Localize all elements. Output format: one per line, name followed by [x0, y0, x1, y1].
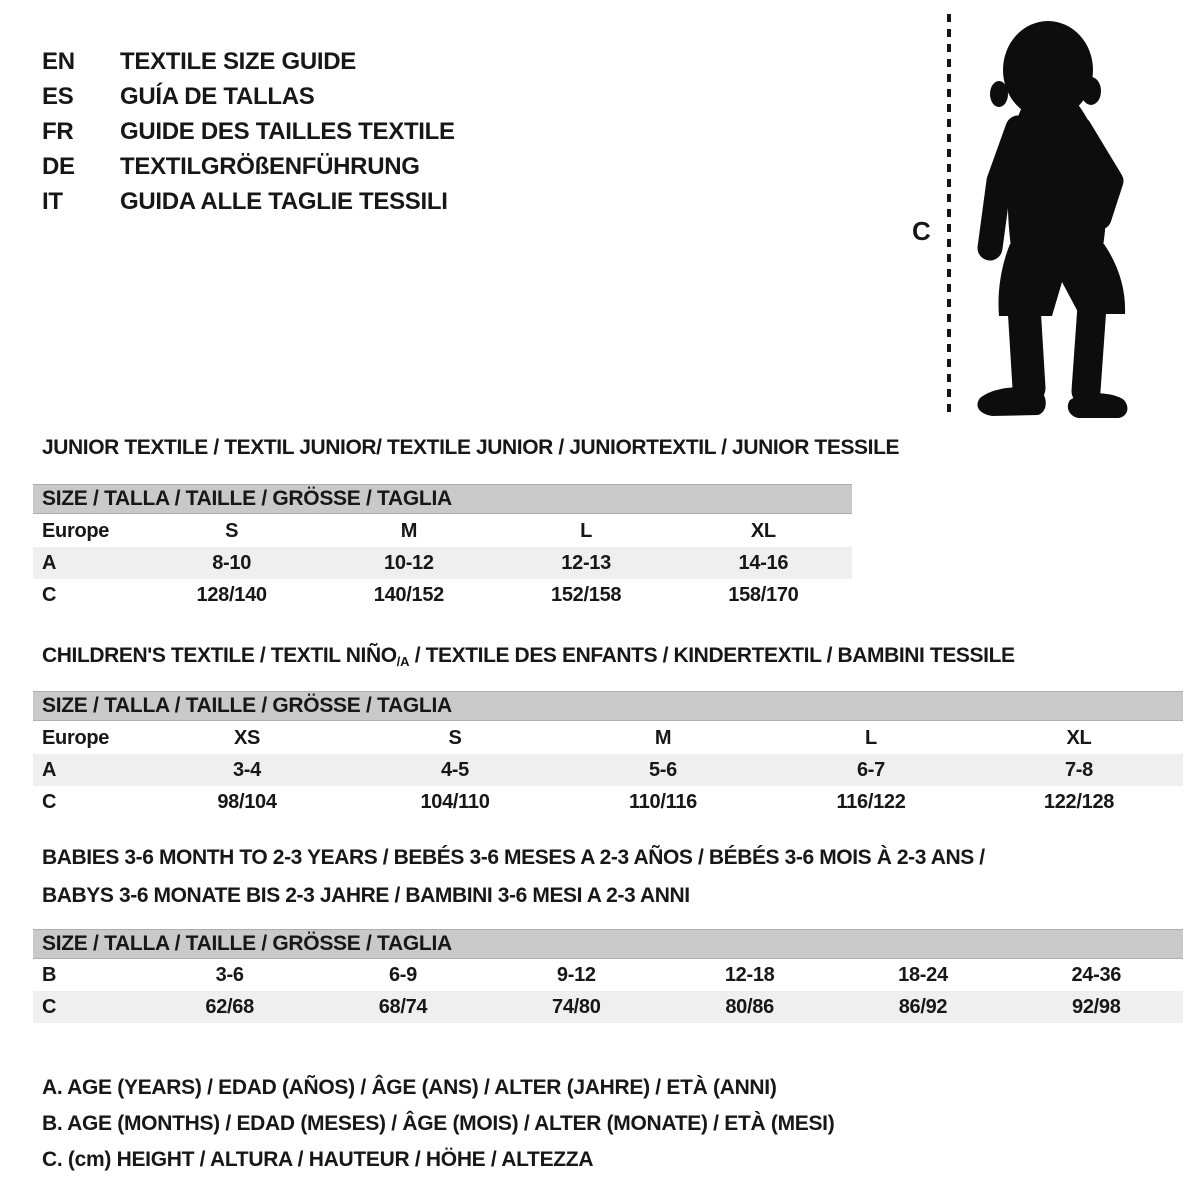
- size-cell: 140/152: [373, 584, 444, 606]
- size-cell: 158/170: [728, 584, 799, 606]
- size-cell: M: [400, 520, 418, 542]
- size-cell: 104/110: [420, 791, 490, 813]
- table-row-europe: [33, 722, 1183, 754]
- row-label: Europe: [42, 727, 110, 749]
- size-cell: 3-6: [215, 964, 244, 986]
- size-cell: 24-36: [1071, 964, 1122, 986]
- row-label: A: [42, 759, 57, 781]
- size-cell: 18-24: [898, 964, 948, 986]
- guide-title: TEXTILE SIZE GUIDE: [120, 47, 356, 75]
- size-cell: 68/74: [378, 996, 428, 1018]
- size-cell: 6-9: [388, 964, 417, 986]
- size-cell: 116/122: [836, 791, 906, 813]
- size-cell: 92/98: [1072, 996, 1121, 1018]
- legend-line-a: A. AGE (YEARS) / EDAD (AÑOS) / ÂGE (ANS) / ALTER (JAHRE) / ETÀ (ANNI): [42, 1076, 777, 1099]
- children-title-prefix: CHILDREN'S TEXTILE / TEXTIL NIÑO: [42, 644, 397, 667]
- language-row-es: [42, 79, 455, 114]
- size-cell: 12-13: [561, 552, 611, 574]
- children-title-suffix: / TEXTILE DES ENFANTS / KINDERTEXTIL / BAMBINI TESSILE: [409, 644, 1015, 667]
- junior-table-title: JUNIOR TEXTILE / TEXTIL JUNIOR/ TEXTILE JUNIOR / JUNIORTEXTIL / JUNIOR TESSILE: [42, 436, 900, 459]
- table-row-a: [33, 754, 1183, 786]
- size-cell: 80/86: [725, 996, 774, 1018]
- size-cell: 8-10: [212, 552, 252, 574]
- height-measure-label: C: [912, 216, 931, 246]
- language-row-fr: [42, 114, 455, 149]
- row-label: C: [42, 791, 57, 813]
- babies-table-title-line2: BABYS 3-6 MONATE BIS 2-3 JAHRE / BAMBINI 3-6 MESI A 2-3 ANNI: [42, 884, 690, 907]
- size-cell: XS: [233, 727, 261, 749]
- language-code: ES: [42, 82, 74, 110]
- size-cell: 74/80: [552, 996, 601, 1018]
- toddler-silhouette-icon: [966, 16, 1134, 420]
- children-size-table: [33, 644, 1183, 820]
- size-cell: 12-18: [724, 964, 775, 986]
- size-cell: XL: [750, 520, 776, 542]
- babies-table-title-line1: BABIES 3-6 MONTH TO 2-3 YEARS / BEBÉS 3-6 MESES A 2-3 AÑOS / BÉBÉS 3-6 MOIS À 2-3 ANS /: [42, 846, 985, 869]
- size-cell: 7-8: [1064, 759, 1093, 781]
- row-label: C: [42, 996, 57, 1018]
- size-cell: 5-6: [648, 759, 677, 781]
- table-row-c: [33, 786, 1183, 818]
- guide-title: GUÍA DE TALLAS: [120, 82, 315, 110]
- height-measure-dashed-line: [947, 14, 951, 418]
- table-row-b: [33, 959, 1183, 991]
- guide-title: GUIDE DES TAILLES TEXTILE: [120, 117, 455, 145]
- size-cell: L: [865, 727, 877, 749]
- size-header-bar: SIZE / TALLA / TAILLE / GRÖSSE / TAGLIA: [33, 929, 1183, 959]
- size-cell: 4-5: [440, 759, 469, 781]
- language-row-de: [42, 149, 455, 184]
- junior-size-table: [33, 436, 900, 612]
- size-cell: 152/158: [551, 584, 622, 606]
- guide-title: TEXTILGRÖßENFÜHRUNG: [120, 152, 420, 180]
- size-cell: 9-12: [556, 964, 596, 986]
- table-row-europe: [33, 515, 852, 547]
- size-cell: 3-4: [232, 759, 261, 781]
- row-label: A: [42, 552, 57, 574]
- size-cell: 10-12: [384, 552, 434, 574]
- children-table-rows: [33, 722, 1183, 818]
- size-cell: 110/116: [629, 791, 697, 813]
- size-cell: 86/92: [898, 996, 948, 1018]
- row-label: C: [42, 584, 57, 606]
- size-cell: 14-16: [738, 552, 789, 574]
- guide-title: GUIDA ALLE TAGLIE TESSILI: [120, 187, 448, 215]
- size-cell: M: [654, 727, 672, 749]
- legend-line-c: C. (cm) HEIGHT / ALTURA / HAUTEUR / HÖHE / ALTEZZA: [42, 1148, 594, 1171]
- language-code: IT: [42, 187, 63, 215]
- table-row-c: [33, 991, 1183, 1023]
- size-header-bar: SIZE / TALLA / TAILLE / GRÖSSE / TAGLIA: [33, 484, 852, 514]
- language-code: FR: [42, 117, 74, 145]
- children-title-subscript: /A: [396, 654, 410, 669]
- language-row-en: [42, 44, 455, 79]
- size-cell: 62/68: [205, 996, 254, 1018]
- table-row-c: [33, 579, 852, 611]
- size-cell: S: [448, 727, 462, 749]
- size-cell: 98/104: [217, 791, 277, 813]
- children-table-title: [42, 644, 1015, 669]
- size-cell: S: [225, 520, 239, 542]
- size-header-bar: SIZE / TALLA / TAILLE / GRÖSSE / TAGLIA: [33, 691, 1183, 721]
- language-row-it: [42, 184, 455, 219]
- row-label: B: [42, 964, 57, 986]
- junior-table-rows: [33, 515, 852, 611]
- size-cell: 128/140: [196, 584, 267, 606]
- language-code: EN: [42, 47, 75, 75]
- size-cell: 6-7: [856, 759, 885, 781]
- language-code: DE: [42, 152, 75, 180]
- legend-line-b: B. AGE (MONTHS) / EDAD (MESES) / ÂGE (MOIS) / ALTER (MONATE) / ETÀ (MESI): [42, 1112, 835, 1135]
- size-cell: XL: [1066, 727, 1092, 749]
- row-label: Europe: [42, 520, 110, 542]
- size-cell: L: [580, 520, 593, 542]
- table-row-a: [33, 547, 852, 579]
- babies-table-rows: [33, 959, 1183, 1023]
- babies-size-table: [33, 846, 1183, 1058]
- language-title-block: [42, 44, 455, 219]
- size-cell: 122/128: [1043, 791, 1115, 813]
- legend-block: [42, 1070, 834, 1178]
